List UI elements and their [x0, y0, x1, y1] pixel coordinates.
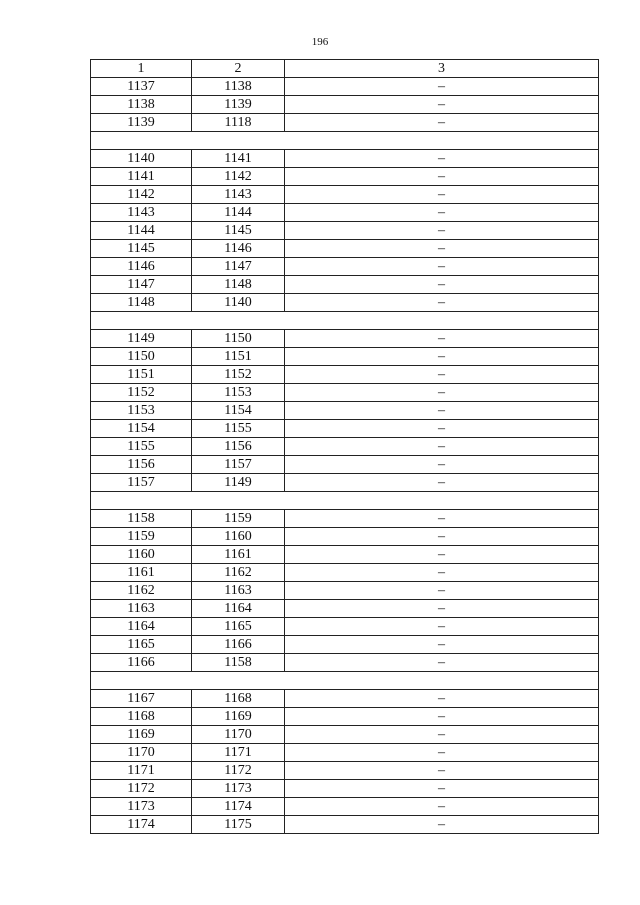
table-row: [91, 600, 599, 618]
table-cell-col-2: 1165: [192, 618, 285, 636]
table-row: [91, 438, 599, 456]
table-cell-col-1: 1138: [91, 96, 192, 114]
table-row: [91, 258, 599, 276]
table-cell-col-1: 1151: [91, 366, 192, 384]
table-cell-col-2: 1146: [192, 240, 285, 258]
table-cell-col-1: 1163: [91, 600, 192, 618]
table-cell-col-2: 1142: [192, 168, 285, 186]
table-cell-col-2: 1144: [192, 204, 285, 222]
table-cell-col-3: –: [285, 744, 599, 762]
table-cell-col-1: 1155: [91, 438, 192, 456]
table-cell-col-1: 1137: [91, 78, 192, 96]
table-cell-col-3: –: [285, 600, 599, 618]
table-cell-col-2: 1143: [192, 186, 285, 204]
table-cell-col-1: 1152: [91, 384, 192, 402]
table-row: [91, 618, 599, 636]
table-cell-col-3: –: [285, 816, 599, 834]
group-separator-cell: [91, 672, 599, 690]
table-cell-col-3: –: [285, 798, 599, 816]
table-row: [91, 816, 599, 834]
table-cell-col-3: –: [285, 204, 599, 222]
table-cell-col-1: 1154: [91, 420, 192, 438]
page-number: 196: [311, 36, 329, 48]
table-cell-col-1: 1147: [91, 276, 192, 294]
table-row: [91, 780, 599, 798]
table-cell-col-2: 1155: [192, 420, 285, 438]
group-separator-cell: [91, 492, 599, 510]
table-cell-col-2: 1159: [192, 510, 285, 528]
data-table: [90, 59, 599, 834]
table-cell-col-1: 1149: [91, 330, 192, 348]
table-cell-col-2: 1161: [192, 546, 285, 564]
table-cell-col-2: 1154: [192, 402, 285, 420]
table-cell-col-2: 1172: [192, 762, 285, 780]
table-cell-col-3: –: [285, 78, 599, 96]
table-row: [91, 636, 599, 654]
table-row: [91, 186, 599, 204]
table-cell-col-1: 1165: [91, 636, 192, 654]
table-row: [91, 168, 599, 186]
table-cell-col-1: 1140: [91, 150, 192, 168]
table-cell-col-3: –: [285, 276, 599, 294]
table-cell-col-3: –: [285, 222, 599, 240]
table-row: [91, 762, 599, 780]
table-row: [91, 96, 599, 114]
table-cell-col-1: 1170: [91, 744, 192, 762]
table-cell-col-2: 1171: [192, 744, 285, 762]
table-row: [91, 690, 599, 708]
table-row: [91, 384, 599, 402]
group-separator-cell: [91, 132, 599, 150]
table-cell-col-2: 1156: [192, 438, 285, 456]
table-cell-col-1: 1148: [91, 294, 192, 312]
table-cell-col-2: 1139: [192, 96, 285, 114]
table-row: [91, 402, 599, 420]
table-cell-col-3: –: [285, 582, 599, 600]
table-row: [91, 474, 599, 492]
table-cell-col-2: 1151: [192, 348, 285, 366]
table-row: [91, 366, 599, 384]
table-row: [91, 654, 599, 672]
table-row: [91, 456, 599, 474]
table-cell-col-2: 1160: [192, 528, 285, 546]
table-cell-col-1: 1160: [91, 546, 192, 564]
table-cell-col-2: 1145: [192, 222, 285, 240]
table-cell-col-2: 1148: [192, 276, 285, 294]
table-cell-col-2: 1153: [192, 384, 285, 402]
table-cell-col-3: –: [285, 258, 599, 276]
table-cell-col-3: –: [285, 618, 599, 636]
table-row: [91, 528, 599, 546]
table-cell-col-2: 1164: [192, 600, 285, 618]
table-row: [91, 510, 599, 528]
header-cell-2: 2: [192, 60, 285, 78]
table-cell-col-2: 1149: [192, 474, 285, 492]
table-cell-col-1: 1173: [91, 798, 192, 816]
table-cell-col-1: 1158: [91, 510, 192, 528]
table-cell-col-1: 1141: [91, 168, 192, 186]
table-cell-col-1: 1153: [91, 402, 192, 420]
table-cell-col-3: –: [285, 114, 599, 132]
table-cell-col-1: 1167: [91, 690, 192, 708]
table-row: [91, 150, 599, 168]
table-row: [91, 564, 599, 582]
table-cell-col-2: 1175: [192, 816, 285, 834]
table-cell-col-1: 1168: [91, 708, 192, 726]
table-cell-col-3: –: [285, 636, 599, 654]
table-cell-col-3: –: [285, 438, 599, 456]
table-cell-col-3: –: [285, 96, 599, 114]
group-separator-cell: [91, 312, 599, 330]
table-row: [91, 240, 599, 258]
table-cell-col-2: 1163: [192, 582, 285, 600]
table-cell-col-1: 1172: [91, 780, 192, 798]
table-cell-col-3: –: [285, 510, 599, 528]
table-cell-col-1: 1142: [91, 186, 192, 204]
table-cell-col-3: –: [285, 528, 599, 546]
table-cell-col-2: 1157: [192, 456, 285, 474]
table-cell-col-1: 1143: [91, 204, 192, 222]
table-cell-col-1: 1159: [91, 528, 192, 546]
table-cell-col-1: 1146: [91, 258, 192, 276]
table-cell-col-1: 1174: [91, 816, 192, 834]
table-cell-col-3: –: [285, 690, 599, 708]
table-row: [91, 204, 599, 222]
table-cell-col-2: 1118: [192, 114, 285, 132]
table-cell-col-1: 1150: [91, 348, 192, 366]
group-separator-row: [91, 312, 599, 330]
table-cell-col-3: –: [285, 402, 599, 420]
group-separator-row: [91, 672, 599, 690]
group-separator-row: [91, 132, 599, 150]
table-cell-col-3: –: [285, 384, 599, 402]
table-cell-col-1: 1139: [91, 114, 192, 132]
table-cell-col-1: 1166: [91, 654, 192, 672]
header-row: [91, 60, 599, 78]
table-body: [91, 60, 599, 834]
table-cell-col-3: –: [285, 168, 599, 186]
table-cell-col-3: –: [285, 240, 599, 258]
table-cell-col-2: 1158: [192, 654, 285, 672]
table-row: [91, 330, 599, 348]
table-cell-col-3: –: [285, 186, 599, 204]
table-cell-col-3: –: [285, 294, 599, 312]
table-cell-col-3: –: [285, 474, 599, 492]
table-cell-col-3: –: [285, 762, 599, 780]
table-cell-col-3: –: [285, 456, 599, 474]
header-cell-1: 1: [91, 60, 192, 78]
table-row: [91, 726, 599, 744]
table-row: [91, 276, 599, 294]
table-cell-col-3: –: [285, 546, 599, 564]
table-row: [91, 744, 599, 762]
table-cell-col-1: 1169: [91, 726, 192, 744]
table-cell-col-3: –: [285, 150, 599, 168]
table-cell-col-2: 1141: [192, 150, 285, 168]
table-cell-col-1: 1161: [91, 564, 192, 582]
table-cell-col-2: 1162: [192, 564, 285, 582]
table-cell-col-2: 1152: [192, 366, 285, 384]
table-cell-col-3: –: [285, 564, 599, 582]
table-row: [91, 798, 599, 816]
table-cell-col-2: 1168: [192, 690, 285, 708]
table-row: [91, 420, 599, 438]
table-row: [91, 294, 599, 312]
table-cell-col-2: 1150: [192, 330, 285, 348]
table-cell-col-3: –: [285, 708, 599, 726]
table-cell-col-1: 1144: [91, 222, 192, 240]
table-row: [91, 348, 599, 366]
header-cell-3: 3: [285, 60, 599, 78]
table-cell-col-2: 1170: [192, 726, 285, 744]
table-cell-col-1: 1145: [91, 240, 192, 258]
table-cell-col-3: –: [285, 348, 599, 366]
table-cell-col-3: –: [285, 366, 599, 384]
table-cell-col-3: –: [285, 780, 599, 798]
table-cell-col-2: 1138: [192, 78, 285, 96]
table-row: [91, 546, 599, 564]
table-cell-col-3: –: [285, 420, 599, 438]
table-cell-col-3: –: [285, 726, 599, 744]
table-row: [91, 222, 599, 240]
table-cell-col-2: 1173: [192, 780, 285, 798]
table-cell-col-1: 1164: [91, 618, 192, 636]
table-cell-col-1: 1156: [91, 456, 192, 474]
table-cell-col-1: 1157: [91, 474, 192, 492]
table-cell-col-3: –: [285, 330, 599, 348]
table-row: [91, 582, 599, 600]
table-cell-col-3: –: [285, 654, 599, 672]
table-cell-col-2: 1166: [192, 636, 285, 654]
table-cell-col-1: 1162: [91, 582, 192, 600]
group-separator-row: [91, 492, 599, 510]
table-cell-col-1: 1171: [91, 762, 192, 780]
table-cell-col-2: 1169: [192, 708, 285, 726]
table-cell-col-2: 1147: [192, 258, 285, 276]
table-cell-col-2: 1174: [192, 798, 285, 816]
table-row: [91, 78, 599, 96]
table-row: [91, 708, 599, 726]
table-cell-col-2: 1140: [192, 294, 285, 312]
table-row: [91, 114, 599, 132]
